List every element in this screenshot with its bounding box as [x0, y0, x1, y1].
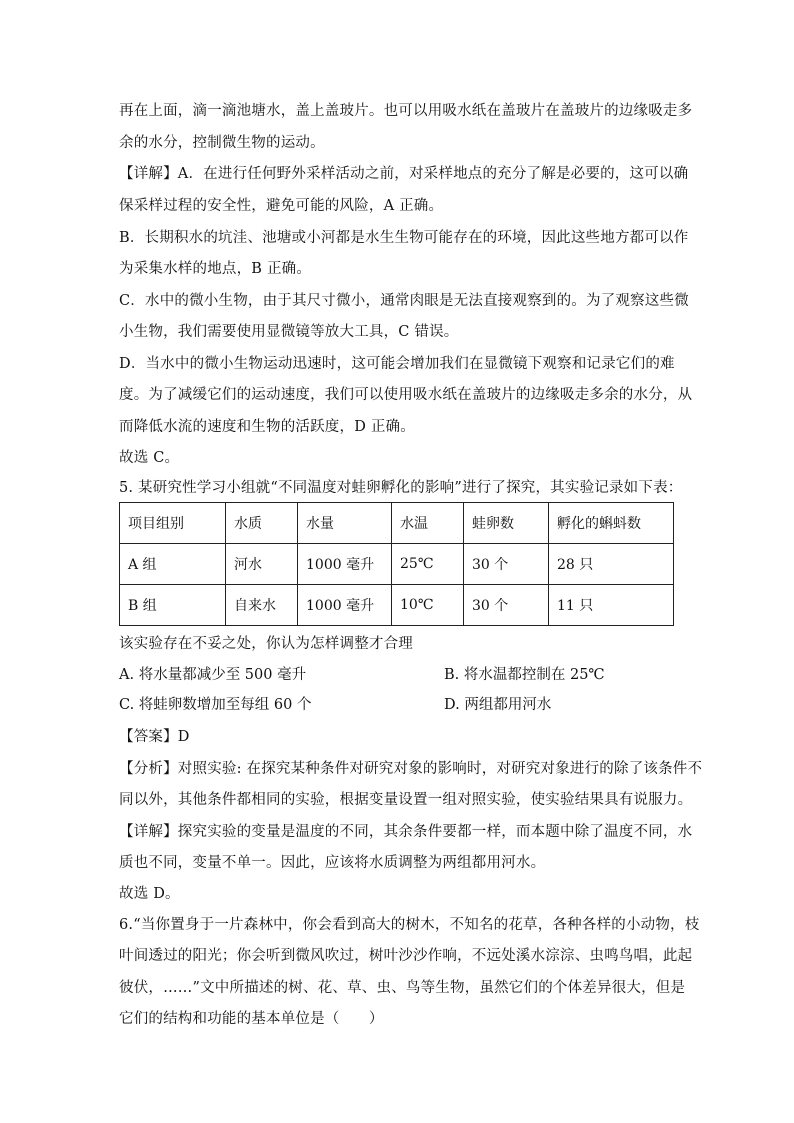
text-line: 叶间透过的阳光；你会听到微风吹过，树叶沙沙作响，不远处溪水淙淙、虫鸣鸟唱，此起: [119, 948, 693, 964]
table-cell: 30 个: [464, 544, 549, 585]
question-5-stem: 5. 某研究性学习小组就“不同温度对蛙卵孵化的影响”进行了探究，其实验记录如下表：: [119, 480, 683, 496]
table-header-cell: 孵化的蝌蚪数: [549, 503, 674, 544]
text-line: 余的水分，控制微生物的运动。: [119, 135, 325, 151]
table-cell: A 组: [120, 544, 226, 585]
table-cell: 河水: [226, 544, 298, 585]
text-line: 【详解】探究实验的变量是温度的不同，其余条件要都一样，而本题中除了温度不同，水: [119, 824, 693, 840]
option-d: D. 两组都用河水: [444, 697, 552, 713]
table-header-cell: 水温: [392, 503, 464, 544]
table-cell: 10℃: [392, 585, 464, 626]
table-cell: 11 只: [549, 585, 674, 626]
table-cell: 自来水: [226, 585, 298, 626]
text-line: D．当水中的微小生物运动迅速时，这可能会增加我们在显微镜下观察和记录它们的难: [119, 356, 675, 372]
text-line: 质也不同，变量不单一。因此，应该将水质调整为两组都用河水。: [119, 855, 546, 871]
text-line: C．水中的微小生物，由于其尺寸微小，通常肉眼是无法直接观察到的。为了观察这些微: [119, 293, 689, 309]
table-cell: 25℃: [392, 544, 464, 585]
experiment-table: [119, 502, 674, 626]
text-line: 彼伏，……”文中所描述的树、花、草、虫、鸟等生物，虽然它们的个体差异很大，但是: [119, 980, 686, 996]
text-line: 度。为了减缓它们的运动速度，我们可以使用吸水纸在盖玻片的边缘吸走多余的水分，从: [119, 387, 693, 403]
text-line: 而降低水流的速度和生物的活跃度，D 正确。: [119, 419, 415, 435]
text-line: 保采样过程的安全性，避免可能的风险，A 正确。: [119, 198, 444, 214]
table-cell: 28 只: [549, 544, 674, 585]
table-header-cell: 蛙卵数: [464, 503, 549, 544]
table-header-cell: 水量: [298, 503, 392, 544]
table-header-row: [120, 503, 674, 544]
table-header-cell: 水质: [226, 503, 298, 544]
option-a: A. 将水量都减少至 500 毫升: [119, 667, 307, 683]
text-line: 为采集水样的地点，B 正确。: [119, 261, 312, 277]
table-row: [120, 544, 674, 585]
question-prompt: 该实验存在不妥之处，你认为怎样调整才合理: [119, 636, 413, 652]
text-line: 再在上面，滴一滴池塘水，盖上盖玻片。也可以用吸水纸在盖玻片在盖玻片的边缘吸走多: [119, 103, 693, 119]
table-header-cell: 项目组别: [120, 503, 226, 544]
table-cell: 1000 毫升: [298, 585, 392, 626]
text-line: B．长期积水的坑洼、池塘或小河都是水生生物可能存在的环境，因此这些地方都可以作: [119, 230, 689, 246]
text-line: 它们的结构和功能的基本单位是（ ）: [119, 1011, 384, 1027]
table-cell: 30 个: [464, 585, 549, 626]
text-line: 同以外，其他条件都相同的实验，根据变量设置一组对照实验，使实验结果具有说服力。: [119, 792, 693, 808]
option-b: B. 将水温都控制在 25℃: [444, 667, 605, 683]
text-line: 故选 C。: [119, 450, 180, 466]
table-cell: B 组: [120, 585, 226, 626]
text-line: 小生物，我们需要使用显微镜等放大工具，C 错误。: [119, 324, 459, 340]
question-6-stem: 6.“当你置身于一片森林中，你会看到高大的树木，不知名的花草，各种各样的小动物，枝: [119, 917, 700, 933]
text-line: 故选 D。: [119, 886, 180, 902]
option-c: C. 将蛙卵数增加至每组 60 个: [119, 697, 312, 713]
text-line: 【分析】对照实验: 在探究某种条件对研究对象的影响时，对研究对象进行的除了该条件不: [119, 761, 703, 777]
answer-line: 【答案】D: [119, 729, 190, 745]
text-line: 【详解】A．在进行任何野外采样活动之前，对采样地点的充分了解是必要的，这可以确: [119, 166, 689, 182]
table-row: [120, 585, 674, 626]
table-cell: 1000 毫升: [298, 544, 392, 585]
